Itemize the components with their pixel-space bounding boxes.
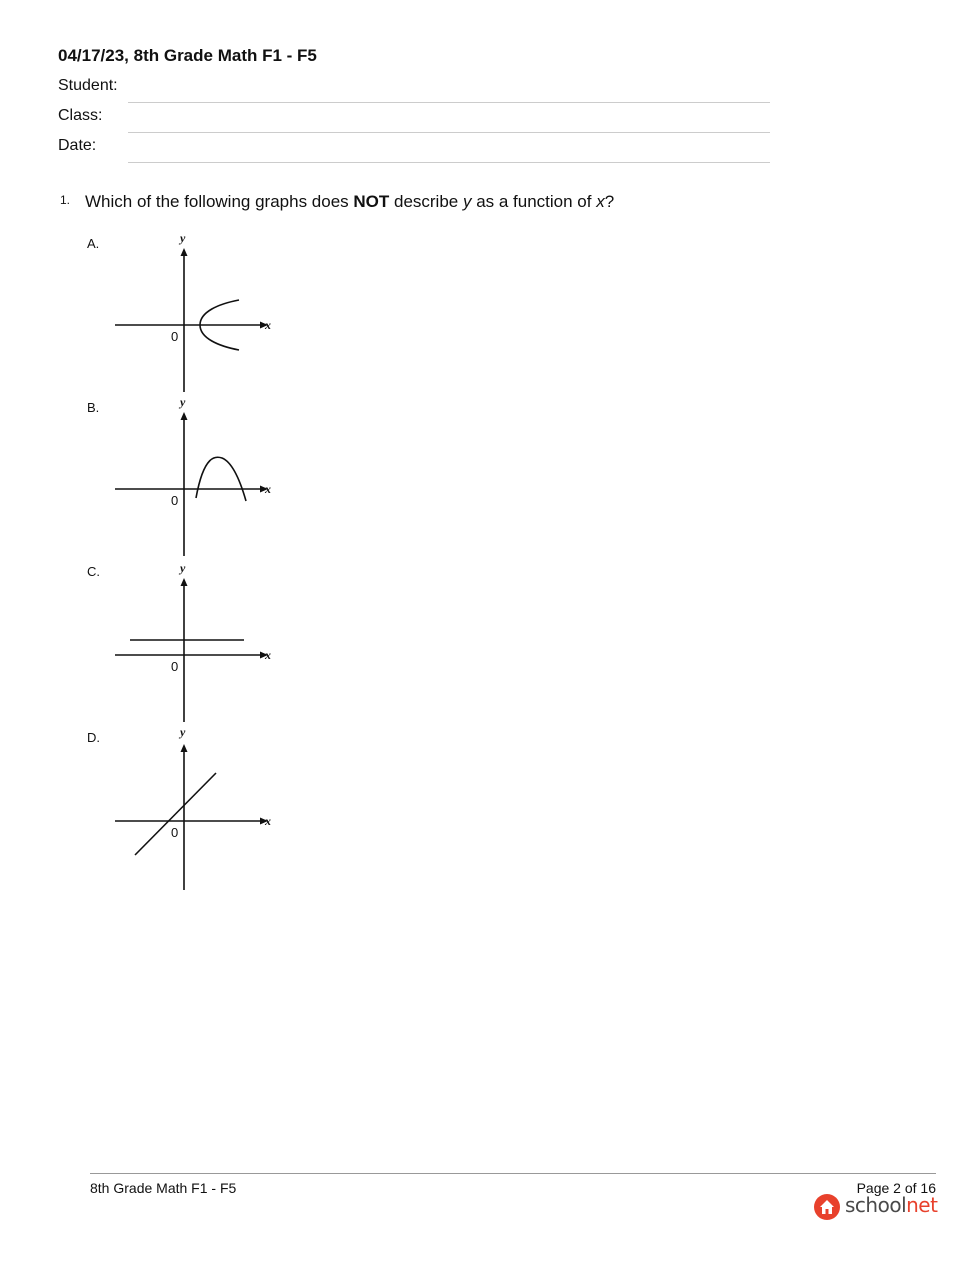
logo-text [845, 1193, 937, 1217]
class-line[interactable] [128, 132, 770, 133]
question-text-part: Which of the following graphs does [85, 192, 354, 211]
schoolnet-logo [814, 1193, 938, 1222]
question-number: 1. [60, 193, 71, 207]
student-line[interactable] [128, 102, 770, 103]
logo-text-net: net [906, 1193, 938, 1217]
origin-label: 0 [171, 493, 179, 508]
x-axis-label: x [265, 648, 271, 662]
origin-label: 0 [171, 329, 179, 344]
class-field[interactable] [58, 107, 770, 137]
x-axis-label: x [265, 814, 271, 828]
option-a-graph[interactable] [110, 232, 280, 397]
option-b-label[interactable]: B. [87, 400, 100, 415]
date-field[interactable] [58, 137, 770, 167]
footer-divider [90, 1173, 936, 1174]
option-d-graph[interactable] [110, 728, 280, 893]
logo-text-school: school [845, 1193, 907, 1217]
y-axis-label: y [180, 728, 186, 739]
origin-label: 0 [171, 659, 179, 674]
house-icon [814, 1194, 840, 1220]
question-variable-y: y [462, 192, 472, 211]
y-axis-label: y [180, 232, 186, 245]
student-field[interactable] [58, 77, 770, 107]
student-label: Student: [58, 77, 118, 94]
question-variable-x: x [596, 192, 605, 211]
question-text-part: as a function of [471, 192, 597, 211]
question-text [85, 192, 614, 212]
y-axis-label: y [180, 396, 186, 409]
option-c-label[interactable]: C. [87, 564, 100, 579]
date-label: Date: [58, 137, 97, 154]
origin-label: 0 [171, 825, 179, 840]
option-b-graph[interactable] [110, 396, 280, 561]
y-axis-label: y [180, 562, 186, 575]
page-number: Page 2 of 16 [856, 1180, 936, 1196]
x-axis-label: x [265, 482, 271, 496]
footer-title: 8th Grade Math F1 - F5 [90, 1180, 237, 1196]
question-text-part: ? [604, 192, 615, 211]
question-text-part: describe [389, 192, 463, 211]
class-label: Class: [58, 107, 103, 124]
date-line[interactable] [128, 162, 770, 163]
option-c-graph[interactable] [110, 562, 280, 727]
page-title: 04/17/23, 8th Grade Math F1 - F5 [58, 46, 317, 65]
x-axis-label: x [265, 318, 271, 332]
question-emphasis: NOT [353, 192, 390, 211]
option-d-label[interactable]: D. [87, 730, 100, 745]
option-a-label[interactable]: A. [87, 236, 100, 251]
